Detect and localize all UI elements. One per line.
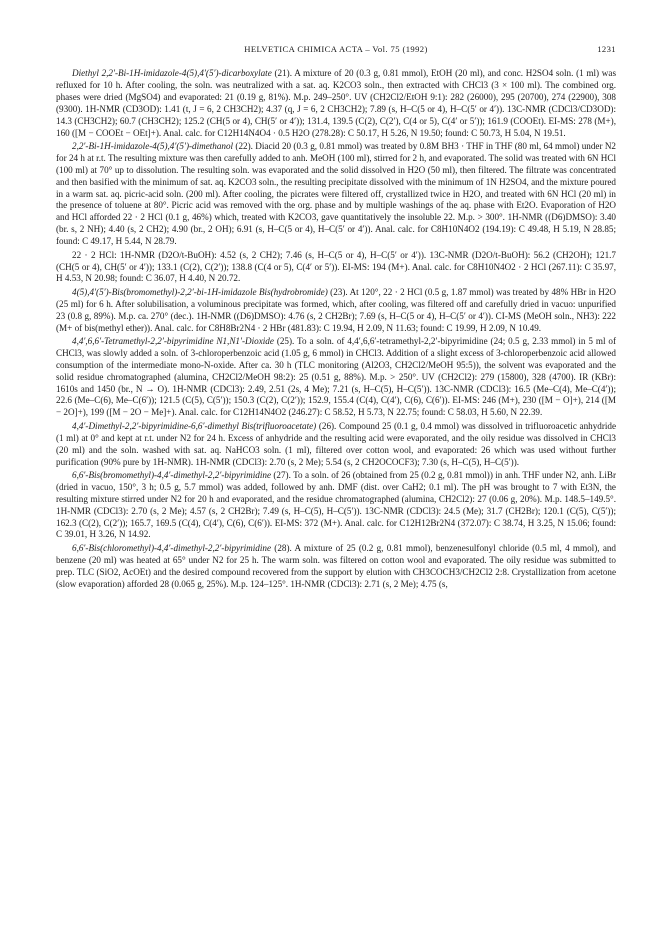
paragraph-text: (22). Diacid 20 (0.3 g, 0.81 mmol) was treated by 0.8M BH3 · THF in THF (80 ml, 64 mmol) under N2 for 24 h at r.t. The resulting mixture was then carefully added to anh. MeOH (100 ml), stirred for 2 h, and evaporated. The solid was treated with 6N HCl (100 ml) at 70° up to dissolution. The resulting soln. was evaporated and the solid dissolved in H2O (50 ml), then filtered. The filtrate was concentrated and then basified with the minimum of sat. aq. K2CO3 soln., the resulting precipitate dissolved with the minimum of 1N H2SO4, and the mixture poured in a warm sat. aq. picric-acid soln. (200 ml). After cooling, the picrates were filtered off, crystallized twice in H2O, and treated with 6N HCl (20 ml) in the presence of toluene at 80°. Picric acid was removed with the org. phase and by multiple washings of the aq. phase with Et2O. Evaporation of H2O and HCl afforded 22 · 2 HCl (0.1 g, 46%) which, treated with K2CO3, gave quantitatively the insoluble 22. M.p. > 300°. 1H-NMR ((D6)DMSO): 3.40 (br. s, 2 NH); 4.40 (s, 2 CH2); 4.90 (br., 2 OH); 6.91 (s, H–C(5 or 4), H–C(5′ or 4′)). Anal. calc. for C8H10N4O2 (194.19): C 49.48, H 5.19, N 28.85; found: C 49.17, H 5.44, N 28.79. <box>56 140 616 247</box>
compound-title: 4,4′-Dimethyl-2,2′-bipyrimidine-6,6′-dimethyl Bis(trifluoroacetate) <box>72 420 317 431</box>
paragraph-text: (23). At 120°, 22 · 2 HCl (0.5 g, 1.87 mmol) was treated by 48% HBr in H2O (25 ml) for 6 h. After solubilisation, a voluminous precipitate was formed, which, after cooling, was filtered off and carefully dried in vacuo: unpurified 23 (0.8 g, 89%). M.p. ca. 270° (dec.). 1H-NMR ((D6)DMSO): 4.76 (s, 2 CH2Br); 7.69 (s, H–C(5 or 4), H–C(5′ or 4′)). CI-MS (MeOH soln., NH3): 222 (M+ of bis(methyl ether)). Anal. calc. for C8H8Br2N4 · 2 HBr (481.83): C 19.94, H 2.09, N 11.63; found: C 19.99, H 2.09, N 10.49. <box>56 286 616 333</box>
page-number: 1231 <box>597 44 616 54</box>
paragraph-compound-23 <box>56 287 616 335</box>
compound-title: Diethyl 2,2′-Bi-1H-imidazole-4(5),4′(5′)-dicarboxylate <box>72 68 272 78</box>
compound-title: 6,6′-Bis(chloromethyl)-4,4′-dimethyl-2,2′-bipyrimidine <box>72 542 271 553</box>
paragraph-compound-27 <box>56 470 616 541</box>
paragraph-compound-28 <box>56 543 616 591</box>
paragraph-text: (21). A mixture of 20 (0.3 g, 0.81 mmol), EtOH (20 ml), and conc. H2SO4 soln. (1 ml) was refluxed for 10 h. After cooling, the soln. was neutralized with a sat. aq. K2CO3 soln., then extracted with CHCl3 (3 × 100 ml). The combined org. phases were dried (MgSO4) and evaporated: 21 (0.19 g, 81%). M.p. 249–250°. UV (CH2Cl2/EtOH 9:1): 282 (26000), 295 (20700), 274 (22900), 308 (9300). 1H-NMR (CD3OD): 1.41 (t, J = 6, 2 CH3CH2); 4.37 (q, J = 6, 2 CH3CH2); 7.89 (s, H–C(5 or 4), H–C(5′ or 4′)). 13C-NMR (CDCl3/CD3OD): 14.3 (CH3CH2); 60.7 (CH3CH2); 125.2 (CH(5 or 4), CH(5′ or 4′)); 131.4, 139.5 (C(2), C(2′), C(4 or 5), C(4′ or 5′)); 161.9 (COOEt). EI-MS: 278 (M+), 160 ([M − COOEt − OEt]+). Anal. calc. for C12H14N4O4 · 0.5 H2O (278.28): C 50.17, H 5.26, N 19.50; found: C 50.73, H 5.04, N 19.51. <box>56 68 616 138</box>
paragraph-compound-26 <box>56 421 616 469</box>
paragraph-text: (27). To a soln. of 26 (obtained from 25 (0.2 g, 0.81 mmol)) in anh. THF under N2, anh. LiBr (dried in vacuo, 150°, 3 h; 0.5 g, 5.7 mmol) was added, followed by anh. DMF (dist. over CaH2; 0.1 ml). The pH was brought to 7 with Et3N, the resulting mixture stirred under N2 for 20 h and evaporated, and the residue chromatographed (alumina, CH2Cl2): 27 (0.06 g, 20%). M.p. 148.5–149.5°. 1H-NMR (CDCl3): 2.70 (s, 2 Me); 4.57 (s, 2 CH2Br); 7.49 (s, H–C(5), H–C(5′)). 13C-NMR (CDCl3): 24.5 (Me); 31.7 (CH2Br); 120.1 (C(5), C(5′)); 162.3 (C(2), C(2′)); 165.7, 169.5 (C(4), C(4′), C(6), C(6′)). EI-MS: 372 (M+). Anal. calc. for C12H12Br2N4 (372.07): C 38.74, H 3.25, N 15.06; found: C 39.01, H 3.26, N 14.92. <box>56 469 616 540</box>
compound-title: 4,4′,6,6′-Tetramethyl-2,2′-bipyrimidine N1,N1′-Dioxide <box>72 335 274 346</box>
paragraph-compound-22 <box>56 141 616 248</box>
running-head <box>56 44 616 60</box>
paragraph-compound-22-hcl <box>56 250 616 286</box>
paragraph-text: (28). A mixture of 25 (0.2 g, 0.81 mmol), benzenesulfonyl chloride (0.5 ml, 4 mmol), and benzene (20 ml) was heated at 65° under N2 for 25 h. The warm soln. was filtered on cotton wool and evaporated. The oily residue was submitted to prep. TLC (SiO2, AcOEt) and the desired compound recovered from the support by elution with CH3COCH3/CH2Cl2 2:8. Crystallization from acetone (slow evaporation) afforded 28 (0.065 g, 25%). M.p. 124–125°. 1H-NMR (CDCl3): 2.71 (s, 2 Me); 4.75 (s, <box>56 542 616 589</box>
article-body <box>56 68 616 590</box>
paragraph-text: (26). Compound 25 (0.1 g, 0.4 mmol) was dissolved in trifluoroacetic anhydride (1 ml) at 0° and kept at r.t. under N2 for 24 h. Excess of anhydride and the resulting acid were evaporated, and the oily residue was dissolved in CHCl3 (20 ml) and the soln. washed with sat. aq. NaHCO3 soln. (1 ml), filtered over cotton wool, and evaporated: 26 which was used without further purification (90% pure by 1H-NMR). 1H-NMR (CDCl3): 2.70 (s, 2 Me); 5.54 (s, 2 CH2OCOCF3); 7.30 (s, H–C(5), H–C(5′)). <box>56 420 617 467</box>
paragraph-text: 22 · 2 HCl: 1H-NMR (D2O/t-BuOH): 4.52 (s, 2 CH2); 7.46 (s, H–C(5 or 4), H–C(5′ or 4′)). 13C-NMR (D2O/t-BuOH): 56.2 (CH2OH); 121.7 (CH(5 or 4), CH(5′ or 4′)); 133.1 (C(2), C(2′)); 138.8 (C(4 or 5), C(4′ or 5′)). EI-MS: 194 (M+). Anal. calc. for C8H10N4O2 · 2 HCl (267.11): C 35.97, H 4.53, N 20.98; found: C 36.07, H 4.40, N 20.72. <box>56 249 616 284</box>
paragraph-text: (25). To a soln. of 4,4′,6,6′-tetramethyl-2,2′-bipyrimidine (24; 0.5 g, 2.33 mmol) in 5 ml of CHCl3, was slowly added a soln. of 3-chloroperbenzoic acid (1.05 g, 6 mmol) in CHCl3. Addition of a slight excess of 3-chloroperbenzoic acid allowed consumption of the intermediate mono-N-oxide. After ca. 30 h (TLC monitoring (Al2O3, CH2Cl2/MeOH 95:5)), the solvent was evaporated and the solid residue chromatographed (alumina, CH2Cl2/MeOH 98:2): 25 (0.51 g, 88%). M.p. > 250°. UV (CH2Cl2): 279 (15800), 328 (4700). IR (KBr): 1610s and 1450 (br., N → O). 1H-NMR (CDCl3): 2.49, 2.51 (2s, 4 Me); 7.21 (s, H–C(5), H–C(5′)). 13C-NMR (CDCl3): 16.5 (Me–C(4), Me–C(4′)); 22.6 (Me–C(6), Me–C(6′)); 121.5 (C(5), C(5′)); 150.3 (C(2), C(2′)); 152.9, 155.4 (C(4), C(4′), C(6), C(6′)). EI-MS: 246 (M+), 230 ([M − O]+), 214 ([M − 2O]+), 199 ([M − 2O − Me]+). Anal. calc. for C12H14N4O2 (246.27): C 58.52, H 5.73, N 22.75; found: C 58.03, H 5.60, N 22.39. <box>56 335 616 418</box>
paragraph-compound-25 <box>56 336 616 419</box>
compound-title: 2,2′-Bi-1H-imidazole-4(5),4′(5′)-dimethanol <box>72 140 234 151</box>
paragraph-compound-21 <box>56 68 616 139</box>
journal-header: HELVETICA CHIMICA ACTA – Vol. 75 (1992) <box>244 44 428 54</box>
compound-title: 6,6′-Bis(bromomethyl)-4,4′-dimethyl-2,2′-bipyrimidine <box>72 469 272 480</box>
compound-title: 4(5),4′(5′)-Bis(bromomethyl)-2,2′-bi-1H-imidazole Bis(hydrobromide) <box>72 286 328 297</box>
